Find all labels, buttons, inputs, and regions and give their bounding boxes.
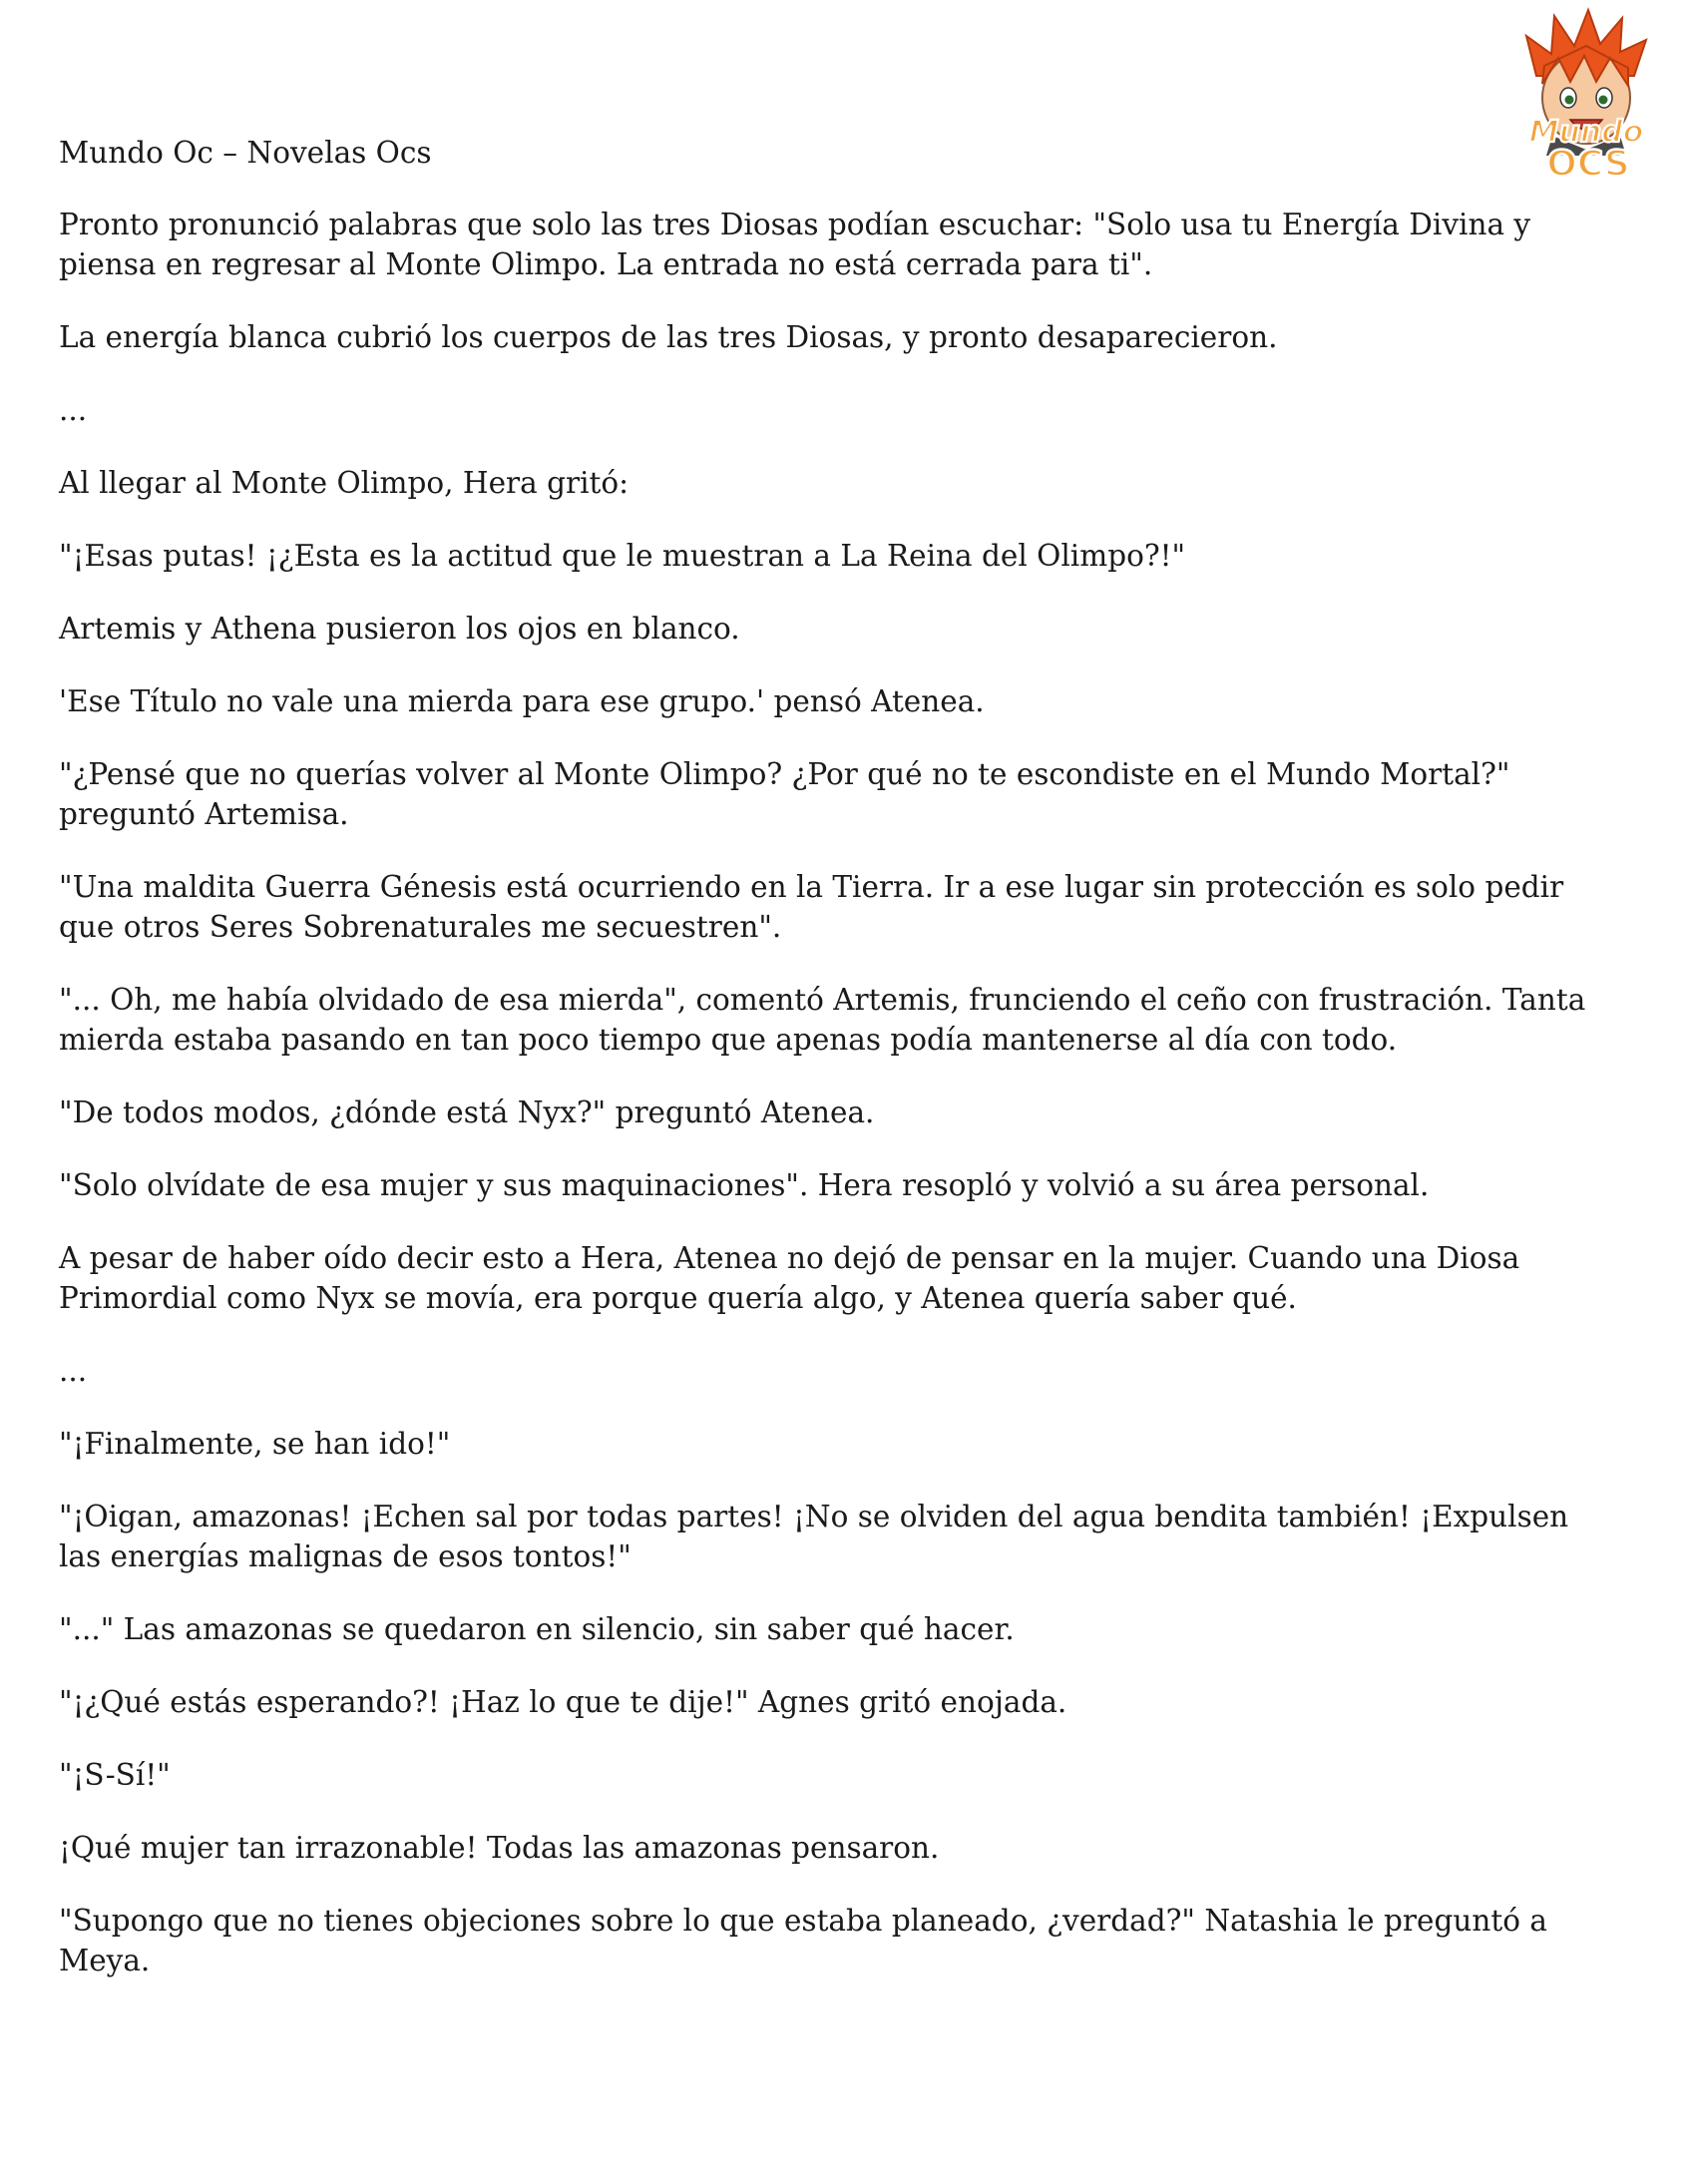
paragraph: "Solo olvídate de esa mujer y sus maquinaciones". Hera resopló y volvió a su área personal. xyxy=(59,1168,1430,1202)
paragraph: "¿Pensé que no querías volver al Monte Olimpo? ¿Por qué no te escondiste en el Mundo Mortal?" preguntó Artemisa. xyxy=(59,757,1510,831)
svg-text:Mundo: Mundo xyxy=(1528,115,1644,150)
paragraph: "¡Finalmente, se han ido!" xyxy=(59,1427,451,1461)
paragraph: A pesar de haber oído decir esto a Hera, Atenea no dejó de pensar en la mujer. Cuando una Diosa Primordial como Nyx se movía, era porque quería algo, y Atenea quería saber qué. xyxy=(59,1241,1520,1315)
svg-text:OCS: OCS xyxy=(1546,144,1630,184)
paragraph: ... xyxy=(59,1354,88,1388)
paragraph: "¡Oigan, amazonas! ¡Echen sal por todas partes! ¡No se olviden del agua bendita también! ¡Expulsen las energías malignas de esos tontos!" xyxy=(59,1500,1569,1573)
paragraph: ¡Qué mujer tan irrazonable! Todas las amazonas pensaron. xyxy=(59,1831,940,1865)
paragraph: "... Oh, me había olvidado de esa mierda", comentó Artemis, frunciendo el ceño con frustración. Tanta mierda estaba pasando en tan poco tiempo que apenas podía mantenerse al día con todo. xyxy=(59,983,1586,1057)
paragraph: "¡¿Qué estás esperando?! ¡Haz lo que te dije!" Agnes gritó enojada. xyxy=(59,1685,1067,1719)
paragraph: Pronto pronunció palabras que solo las tres Diosas podían escuchar: "Solo usa tu Energía Divina y piensa en regresar al Monte Olimpo. La entrada no está cerrada para ti". xyxy=(59,208,1531,281)
paragraph: La energía blanca cubrió los cuerpos de las tres Diosas, y pronto desaparecieron. xyxy=(59,320,1278,354)
paragraph: Al llegar al Monte Olimpo, Hera gritó: xyxy=(59,466,630,500)
paragraph: "¡S-Sí!" xyxy=(59,1758,171,1792)
page-header-title: Mundo Oc – Novelas Ocs xyxy=(59,136,432,170)
paragraph: "Una maldita Guerra Génesis está ocurriendo en la Tierra. Ir a ese lugar sin protección es solo pedir que otros Seres Sobrenaturales me secuestren". xyxy=(59,870,1564,944)
paragraph: 'Ese Título no vale una mierda para ese grupo.' pensó Atenea. xyxy=(59,684,985,718)
paragraph: ... xyxy=(59,393,88,427)
paragraph: "Supongo que no tienes objeciones sobre lo que estaba planeado, ¿verdad?" Natashia le preguntó a Meya. xyxy=(59,1904,1547,1977)
document-body xyxy=(59,133,1615,2013)
paragraph: Artemis y Athena pusieron los ojos en blanco. xyxy=(59,612,740,646)
paragraph: "..." Las amazonas se quedaron en silencio, sin saber qué hacer. xyxy=(59,1612,1015,1646)
paragraph: "De todos modos, ¿dónde está Nyx?" preguntó Atenea. xyxy=(59,1095,875,1129)
paragraph: "¡Esas putas! ¡¿Esta es la actitud que le muestran a La Reina del Olimpo?!" xyxy=(59,539,1186,573)
